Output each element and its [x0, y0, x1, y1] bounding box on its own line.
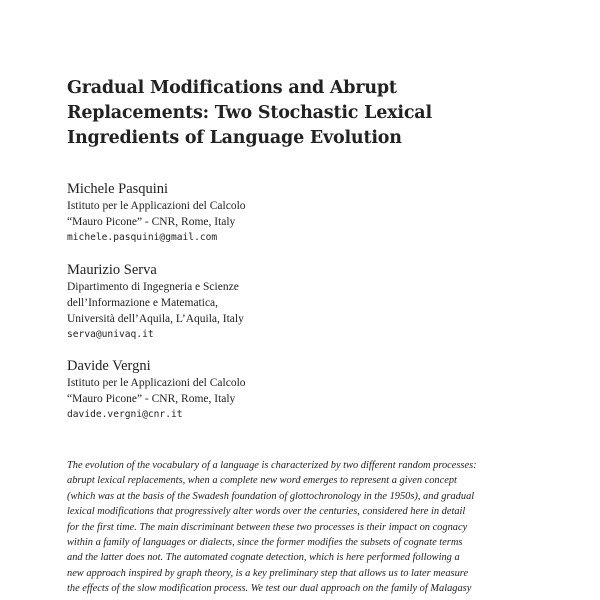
author-affiliation-line: dell’Informazione e Matematica, [67, 297, 219, 309]
title-line: Replacements: Two Stochastic Lexical [67, 103, 432, 123]
author-affiliation-line: “Mauro Picone” - CNR, Rome, Italy [67, 393, 236, 405]
abstract-line: within a family of languages or dialects, since the former modifies the subsets of cognate terms [67, 537, 463, 549]
abstract-line: lexical modifications that progressively alter words over the centuries, considered here in detail [67, 506, 466, 518]
abstract-line: (which was at the basis of the Swadesh foundation of glottochronology in the 1950s), and gradual [67, 490, 475, 502]
author-email: serva@univaq.it [67, 329, 154, 340]
abstract-line: The evolution of the vocabulary of a language is characterized by two different random processes: [67, 460, 477, 471]
author-affiliation-line: Istituto per le Applicazioni del Calcolo [67, 377, 246, 389]
paper-title [67, 76, 537, 151]
author-affiliation-line: Dipartimento di Ingegneria e Scienze [67, 281, 239, 293]
author-affiliation-line: Università dell’Aquila, L’Aquila, Italy [67, 313, 244, 325]
abstract-line: abrupt lexical replacements, when a complete new word emerges to represent a given concept [67, 475, 457, 487]
author-block [67, 261, 547, 343]
author-name: Michele Pasquini [67, 181, 169, 197]
author-name: Davide Vergni [67, 358, 151, 374]
author-affiliation-line: “Mauro Picone” - CNR, Rome, Italy [67, 216, 236, 228]
title-line: Ingredients of Language Evolution [67, 128, 402, 148]
abstract-line: and the latter does not. The automated cognate detection, which is here performed following a [67, 552, 460, 564]
title-line: Gradual Modifications and Abrupt [67, 78, 397, 98]
author-email: davide.vergni@cnr.it [67, 409, 183, 420]
author-block [67, 357, 547, 423]
author-block [67, 180, 547, 246]
abstract-line: for the first time. The main discriminant between these two processes is their impact on cognacy [67, 521, 468, 533]
author-affiliation-line: Istituto per le Applicazioni del Calcolo [67, 200, 246, 212]
abstract-line: new approach inspired by graph theory, is a key preliminary step that allows us to later measure [67, 567, 469, 579]
author-name: Maurizio Serva [67, 262, 157, 278]
abstract [67, 458, 540, 597]
abstract-line: the effects of the slow modification process. We test our dual approach on the family of Malagasy [67, 583, 472, 595]
author-email: michele.pasquini@gmail.com [67, 232, 218, 243]
